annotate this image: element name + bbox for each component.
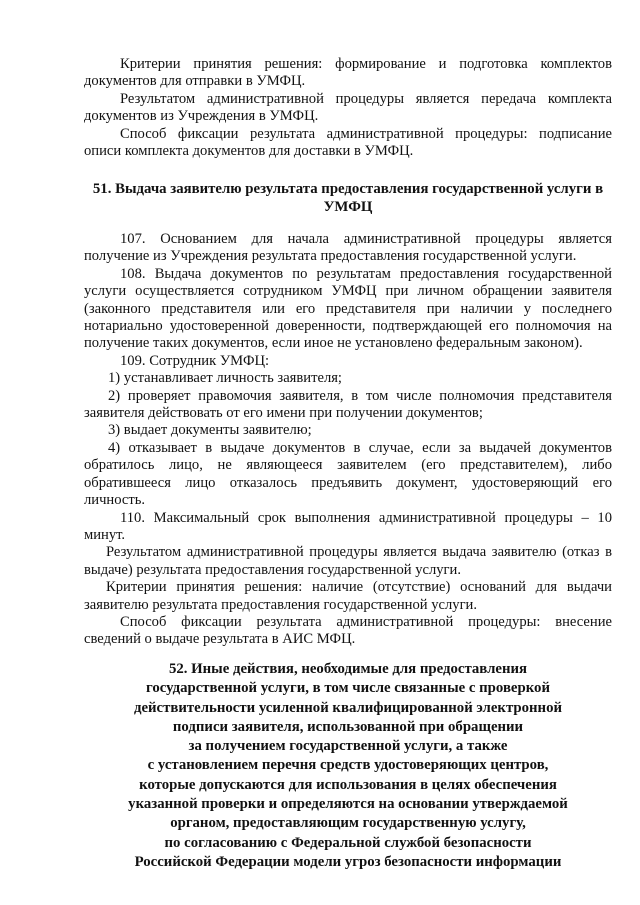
section-51-heading: 51. Выдача заявителю результата предоставления государственной услуги в УМФЦ <box>92 181 604 215</box>
heading-line: 52. Иные действия, необходимые для предоставления <box>168 661 528 677</box>
heading-line: которые допускаются для использования в целях обеспечения <box>139 776 557 793</box>
heading-line: государственной услуги, в том числе связанные с проверкой <box>146 680 550 697</box>
heading-line: за получением государственной услуги, а также <box>188 738 508 755</box>
heading-line: подписи заявителя, использованной при обращении <box>172 718 524 735</box>
heading-line: по согласованию с Федеральной службой безопасности <box>164 834 532 851</box>
heading-line: с установлением перечня средств удостоверяющих центров, <box>147 757 549 774</box>
heading-line: Российской Федерации модели угроз безопасности информации <box>134 853 562 870</box>
section-51-body <box>84 231 612 649</box>
section-52-heading <box>84 660 612 872</box>
list-item: 4) отказывает в выдаче документов в случае, если за выдачей документов обратилось лицо, не являющееся заявителем (его представителем), либо обратившееся лицо отказалось предъявить документ, удостоверяющий его личность. <box>84 439 612 509</box>
criteria-paragraph: Критерии принятия решения: наличие (отсутствие) оснований для выдачи заявителю результата предоставления государственной услуги. <box>84 579 612 613</box>
intro-paragraphs <box>84 56 612 160</box>
list-item: 3) выдает документы заявителю; <box>108 422 312 439</box>
heading-line: указанной проверки и определяются на основании утверждаемой <box>128 796 568 813</box>
criteria-paragraph: Критерии принятия решения: формирование и подготовка комплектов документов для отправки в УМФЦ. <box>84 56 612 90</box>
paragraph-107: 107. Основанием для начала административной процедуры является получение из Учреждения результата предоставления государственной услуги. <box>84 231 612 265</box>
result-paragraph: Результатом административной процедуры является передача комплекта документов из Учреждения в УМФЦ. <box>84 90 612 125</box>
paragraph-109: 109. Сотрудник УМФЦ: <box>120 352 270 369</box>
heading-line: действительности усиленной квалифицированной электронной <box>133 699 563 716</box>
fixation-paragraph: Способ фиксации результата административной процедуры: подписание описи комплекта документов для доставки в УМФЦ. <box>84 125 612 160</box>
heading-line: органом, предоставляющим государственную услугу, <box>170 815 526 832</box>
list-item: 1) устанавливает личность заявителя; <box>108 370 342 387</box>
result-paragraph: Результатом административной процедуры является выдача заявителю (отказ в выдаче) результата предоставления государственной услуги. <box>84 544 612 578</box>
paragraph-108: 108. Выдача документов по результатам предоставления государственной услуги осуществляется сотрудником УМФЦ при личном обращении заявителя (законного представителя или его представителя при наличии у последнего нотариально удостоверенной доверенности, подтверждающей его полномочия на получение таких документов, если иное не установлено федеральным законом). <box>84 265 612 352</box>
paragraph-110: 110. Максимальный срок выполнения административной процедуры – 10 минут. <box>84 509 612 543</box>
list-item: 2) проверяет правомочия заявителя, в том числе полномочия представителя заявителя действовать от его имени при получении документов; <box>84 387 612 422</box>
fixation-paragraph: Способ фиксации результата административной процедуры: внесение сведений о выдаче результата в АИС МФЦ. <box>84 613 612 648</box>
